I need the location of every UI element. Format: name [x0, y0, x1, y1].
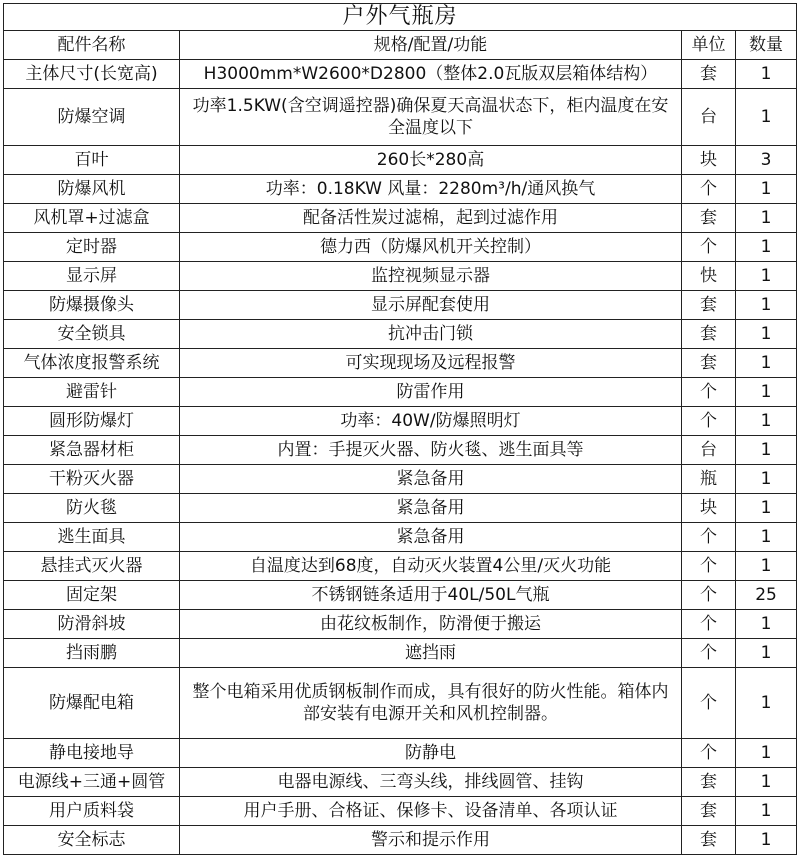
- cell-spec: 自温度达到68度，自动灭火装置4公里/灭火功能: [180, 552, 682, 581]
- table-row: [4, 349, 797, 378]
- cell-name: 逃生面具: [4, 523, 180, 552]
- cell-name: 防火毯: [4, 494, 180, 523]
- cell-unit: 块: [682, 146, 736, 175]
- table-row: [4, 639, 797, 668]
- cell-qty: 1: [736, 639, 797, 668]
- cell-unit: 个: [682, 233, 736, 262]
- cell-qty: 1: [736, 552, 797, 581]
- cell-spec: 遮挡雨: [180, 639, 682, 668]
- cell-spec: 用户手册、合格证、保修卡、设备清单、各项认证: [180, 797, 682, 826]
- cell-spec: 可实现现场及远程报警: [180, 349, 682, 378]
- cell-name: 安全标志: [4, 826, 180, 855]
- title-row: [4, 4, 797, 31]
- cell-spec: 整个电箱采用优质钢板制作而成，具有很好的防火性能。箱体内部安装有电源开关和风机控制器。: [180, 668, 682, 739]
- cell-name: 静电接地导: [4, 739, 180, 768]
- cell-spec: 电器电源线、三弯头线，排线圆管、挂钩: [180, 768, 682, 797]
- cell-name: 圆形防爆灯: [4, 407, 180, 436]
- table-row: [4, 60, 797, 89]
- cell-unit: 台: [682, 89, 736, 146]
- cell-qty: 1: [736, 523, 797, 552]
- cell-unit: 套: [682, 768, 736, 797]
- cell-unit: 块: [682, 494, 736, 523]
- cell-unit: 套: [682, 60, 736, 89]
- cell-name: 显示屏: [4, 262, 180, 291]
- cell-qty: 1: [736, 204, 797, 233]
- cell-spec: 功率1.5KW(含空调遥控器)确保夏天高温状态下，柜内温度在安全温度以下: [180, 89, 682, 146]
- table-title: 户外气瓶房: [4, 4, 797, 31]
- cell-spec: 抗冲击门锁: [180, 320, 682, 349]
- table-row: [4, 552, 797, 581]
- cell-name: 避雷针: [4, 378, 180, 407]
- cell-name: 固定架: [4, 581, 180, 610]
- cell-unit: 套: [682, 797, 736, 826]
- cell-qty: 1: [736, 436, 797, 465]
- parts-table: [3, 3, 797, 855]
- cell-spec: 配备活性炭过滤棉，起到过滤作用: [180, 204, 682, 233]
- cell-qty: 1: [736, 610, 797, 639]
- cell-name: 风机罩+过滤盒: [4, 204, 180, 233]
- cell-name: 主体尺寸(长宽高): [4, 60, 180, 89]
- cell-unit: 套: [682, 349, 736, 378]
- table-row: [4, 378, 797, 407]
- cell-qty: 1: [736, 320, 797, 349]
- cell-qty: 1: [736, 175, 797, 204]
- cell-name: 防爆配电箱: [4, 668, 180, 739]
- table-row: [4, 494, 797, 523]
- cell-unit: 个: [682, 378, 736, 407]
- cell-spec: 防雷作用: [180, 378, 682, 407]
- table-row: [4, 668, 797, 739]
- cell-name: 挡雨鹏: [4, 639, 180, 668]
- cell-spec: 功率：0.18KW 风量：2280m³/h/通风换气: [180, 175, 682, 204]
- table-row: [4, 175, 797, 204]
- cell-qty: 1: [736, 768, 797, 797]
- table-row: [4, 262, 797, 291]
- cell-unit: 套: [682, 320, 736, 349]
- cell-unit: 个: [682, 639, 736, 668]
- cell-qty: 1: [736, 465, 797, 494]
- table-row: [4, 436, 797, 465]
- table-row: [4, 320, 797, 349]
- cell-qty: 25: [736, 581, 797, 610]
- cell-spec: 德力西（防爆风机开关控制）: [180, 233, 682, 262]
- parts-table-container: [3, 3, 796, 855]
- header-row: [4, 31, 797, 60]
- cell-unit: 套: [682, 204, 736, 233]
- cell-qty: 1: [736, 739, 797, 768]
- cell-qty: 1: [736, 291, 797, 320]
- cell-unit: 个: [682, 175, 736, 204]
- header-unit: 单位: [682, 31, 736, 60]
- cell-name: 紧急器材柜: [4, 436, 180, 465]
- header-spec: 规格/配置/功能: [180, 31, 682, 60]
- cell-qty: 1: [736, 262, 797, 291]
- cell-qty: 1: [736, 668, 797, 739]
- cell-qty: 1: [736, 349, 797, 378]
- table-row: [4, 768, 797, 797]
- cell-qty: 1: [736, 233, 797, 262]
- cell-spec: 监控视频显示器: [180, 262, 682, 291]
- cell-unit: 快: [682, 262, 736, 291]
- cell-qty: 1: [736, 826, 797, 855]
- cell-qty: 1: [736, 407, 797, 436]
- cell-unit: 个: [682, 552, 736, 581]
- cell-spec: 紧急备用: [180, 465, 682, 494]
- cell-spec: 260长*280高: [180, 146, 682, 175]
- cell-name: 安全锁具: [4, 320, 180, 349]
- table-row: [4, 797, 797, 826]
- table-row: [4, 610, 797, 639]
- cell-unit: 个: [682, 739, 736, 768]
- cell-name: 防爆风机: [4, 175, 180, 204]
- cell-qty: 3: [736, 146, 797, 175]
- cell-unit: 瓶: [682, 465, 736, 494]
- cell-spec: 不锈钢链条适用于40L/50L气瓶: [180, 581, 682, 610]
- cell-name: 防滑斜坡: [4, 610, 180, 639]
- cell-qty: 1: [736, 494, 797, 523]
- cell-spec: 由花纹板制作，防滑便于搬运: [180, 610, 682, 639]
- cell-name: 悬挂式灭火器: [4, 552, 180, 581]
- cell-name: 气体浓度报警系统: [4, 349, 180, 378]
- header-name: 配件名称: [4, 31, 180, 60]
- table-row: [4, 523, 797, 552]
- cell-spec: 功率：40W/防爆照明灯: [180, 407, 682, 436]
- cell-qty: 1: [736, 60, 797, 89]
- cell-unit: 套: [682, 291, 736, 320]
- table-row: [4, 233, 797, 262]
- table-row: [4, 204, 797, 233]
- cell-name: 防爆空调: [4, 89, 180, 146]
- cell-unit: 套: [682, 826, 736, 855]
- table-row: [4, 581, 797, 610]
- cell-qty: 1: [736, 797, 797, 826]
- cell-spec: 防静电: [180, 739, 682, 768]
- cell-spec: H3000mm*W2600*D2800（整体2.0瓦版双层箱体结构）: [180, 60, 682, 89]
- cell-qty: 1: [736, 378, 797, 407]
- cell-unit: 个: [682, 407, 736, 436]
- cell-spec: 内置：手提灭火器、防火毯、逃生面具等: [180, 436, 682, 465]
- cell-unit: 个: [682, 610, 736, 639]
- header-qty: 数量: [736, 31, 797, 60]
- table-row: [4, 291, 797, 320]
- cell-unit: 个: [682, 668, 736, 739]
- cell-spec: 紧急备用: [180, 523, 682, 552]
- cell-unit: 个: [682, 523, 736, 552]
- table-row: [4, 407, 797, 436]
- table-row: [4, 826, 797, 855]
- cell-name: 电源线+三通+圆管: [4, 768, 180, 797]
- cell-name: 定时器: [4, 233, 180, 262]
- cell-unit: 个: [682, 581, 736, 610]
- cell-spec: 紧急备用: [180, 494, 682, 523]
- cell-spec: 警示和提示作用: [180, 826, 682, 855]
- table-row: [4, 465, 797, 494]
- cell-spec: 显示屏配套使用: [180, 291, 682, 320]
- cell-name: 防爆摄像头: [4, 291, 180, 320]
- table-row: [4, 739, 797, 768]
- cell-name: 用户质料袋: [4, 797, 180, 826]
- table-row: [4, 146, 797, 175]
- cell-name: 百叶: [4, 146, 180, 175]
- cell-qty: 1: [736, 89, 797, 146]
- cell-name: 干粉灭火器: [4, 465, 180, 494]
- cell-unit: 台: [682, 436, 736, 465]
- table-row: [4, 89, 797, 146]
